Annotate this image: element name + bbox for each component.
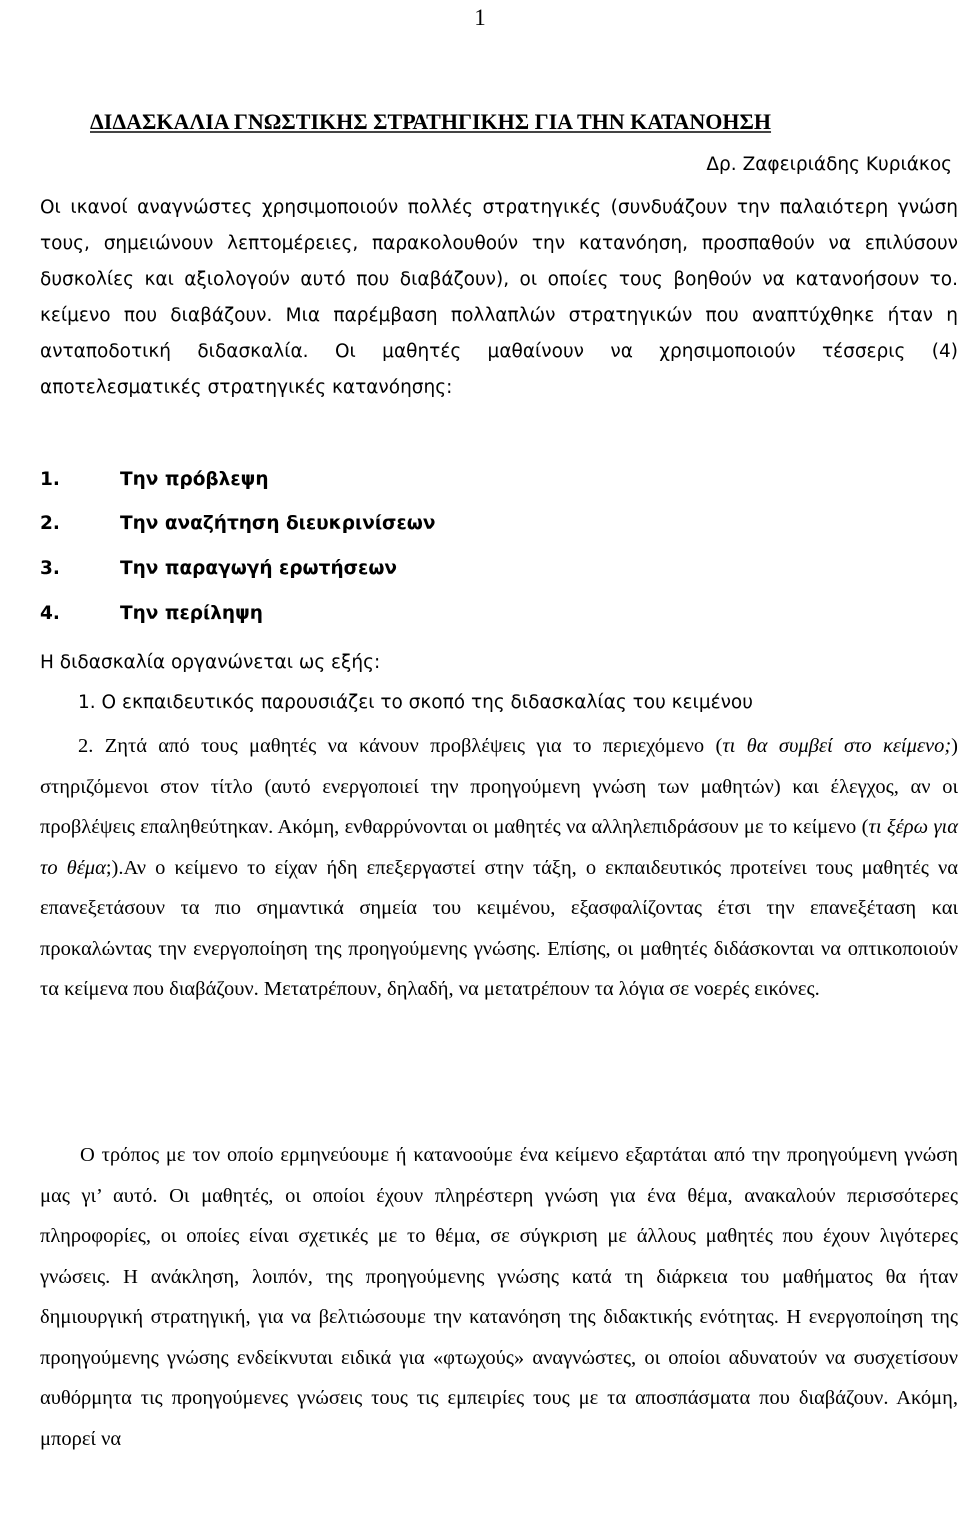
item2-italic-topic: τι ξέρω για το θέμα xyxy=(40,816,958,879)
strategy-item xyxy=(40,511,435,537)
strategy-item xyxy=(40,601,263,627)
item2-lead: 2. Ζητά από τους μαθητές να κάνουν προβλέψεις για το περιεχόμενο ( xyxy=(78,735,723,757)
intro-part2: Μια παρέμβαση πολλαπλών στρατηγικών που αναπτύχθηκε ήταν η ανταποδοτική διδασκαλία. xyxy=(40,305,959,362)
strategy-label: Την πρόβλεψη xyxy=(120,469,269,490)
organization-item-2 xyxy=(40,726,958,1010)
intro-paragraph xyxy=(40,190,958,406)
intro-part3: Οι μαθητές μαθαίνουν να χρησιμοποιούν τέσσερις (4) αποτελεσματικές στρατηγικές κατανόησης: xyxy=(40,341,959,398)
strategy-label: Την περίληψη xyxy=(120,603,263,624)
strategy-number: 2. xyxy=(40,513,60,534)
strategy-item xyxy=(40,556,397,582)
document-title: ΔΙΔΑΣΚΑΛΙΑ ΓΝΩΣΤΙΚΗΣ ΣΤΡΑΤΗΓΙΚΗΣ ΓΙΑ ΤΗΝ ΚΑΤΑΝΟΗΣΗ xyxy=(90,109,772,134)
organization-heading: Η διδασκαλία οργανώνεται ως εξής: xyxy=(40,652,381,673)
page-number: 1 xyxy=(474,5,486,30)
organization-item-1: 1. Ο εκπαιδευτικός παρουσιάζει το σκοπό της διδασκαλίας του κειμένου xyxy=(78,692,753,713)
strategy-item xyxy=(40,467,269,493)
strategy-label: Την αναζήτηση διευκρινίσεων xyxy=(120,513,436,534)
body-paragraph: Ο τρόπος με τον οποίο ερμηνεύουμε ή κατανοούμε ένα κείμενο εξαρτάται από την προηγούμενη γνώση μας γι’ αυτό. Οι μαθητές, οι οποίοι έχουν πληρέστερη γνώση για ένα θέμα, ανακαλούν περισσότερες πληροφορίες, οι οποίες είναι σχετικές με το θέμα, σε σύγκριση με άλλους μαθητές που έχουν λιγότερες γνώσεις. Η ανάκληση, λοιπόν, της προηγούμενης γνώσης κατά τη διάρκεια του μαθήματος θα ήταν δημιουργική στρατηγική, για να βελτιώσουμε την κατανόηση της διδακτικής ενότητας. Η ενεργοποίηση της προηγούμενης γνώσης ενδείκνυται ειδικά για «φτωχούς» αναγνώστες, οι οποίοι αδυνατούν να συσχετίσουν αυθόρμητα τις προηγούμενες γνώσεις τους τις εμπειρίες τους με τα αποσπάσματα που διαβάζουν. Ακόμη, μπορεί να xyxy=(40,1144,958,1450)
strategy-number: 1. xyxy=(40,469,60,490)
strategy-number: 3. xyxy=(40,558,60,579)
item2-rest: ;).Αν ο κείμενο το είχαν ήδη επεξεργαστεί στην τάξη, ο εκπαιδευτικός προτείνει τους μαθητές να επανεξετάσουν τα πιο σημαντικά σημεία του κειμένου, εξασφαλίζοντας έτσι την επανεξέταση και προκαλώντας την ενεργοποίηση της προηγούμενης γνώσης. Επίσης, οι μαθητές διδάσκονται να οπτικοποιούν τα κείμενα που διαβάζουν. Μετατρέπουν, δηλαδή, να μετατρέπουν τα λόγια σε νοερές εικόνες. xyxy=(40,856,958,1000)
strategy-label: Την παραγωγή ερωτήσεων xyxy=(120,558,398,579)
item2-italic-question: τι θα συμβεί στο κείμενο; xyxy=(722,735,952,757)
author-line: Δρ. Ζαφειριάδης Κυριάκος xyxy=(706,154,952,175)
item2-middle: ) στηριζόμενοι στον τίτλο (αυτό ενεργοποιεί την προηγούμενη γνώση των μαθητών) και έλεγχος, αν οι προβλέψεις επαληθεύτηκαν. Ακόμη, ενθαρρύνονται οι μαθητές να αλληλεπιδράσουν με το κείμενο ( xyxy=(40,735,958,838)
intro-part1: Οι ικανοί αναγνώστες χρησιμοποιούν πολλές στρατηγικές (συνδυάζουν την παλαιότερη γνώση τους, σημειώνουν λεπτομέρειες, παρακολουθούν την κατανόηση, προσπαθούν να επιλύσουν δυσκολίες και αξιολογούν αυτό που διαβάζουν), οι οποίες τους βοηθούν να κατανοήσουν το. κείμενο που διαβάζουν. xyxy=(40,197,958,326)
strategy-number: 4. xyxy=(40,603,60,624)
